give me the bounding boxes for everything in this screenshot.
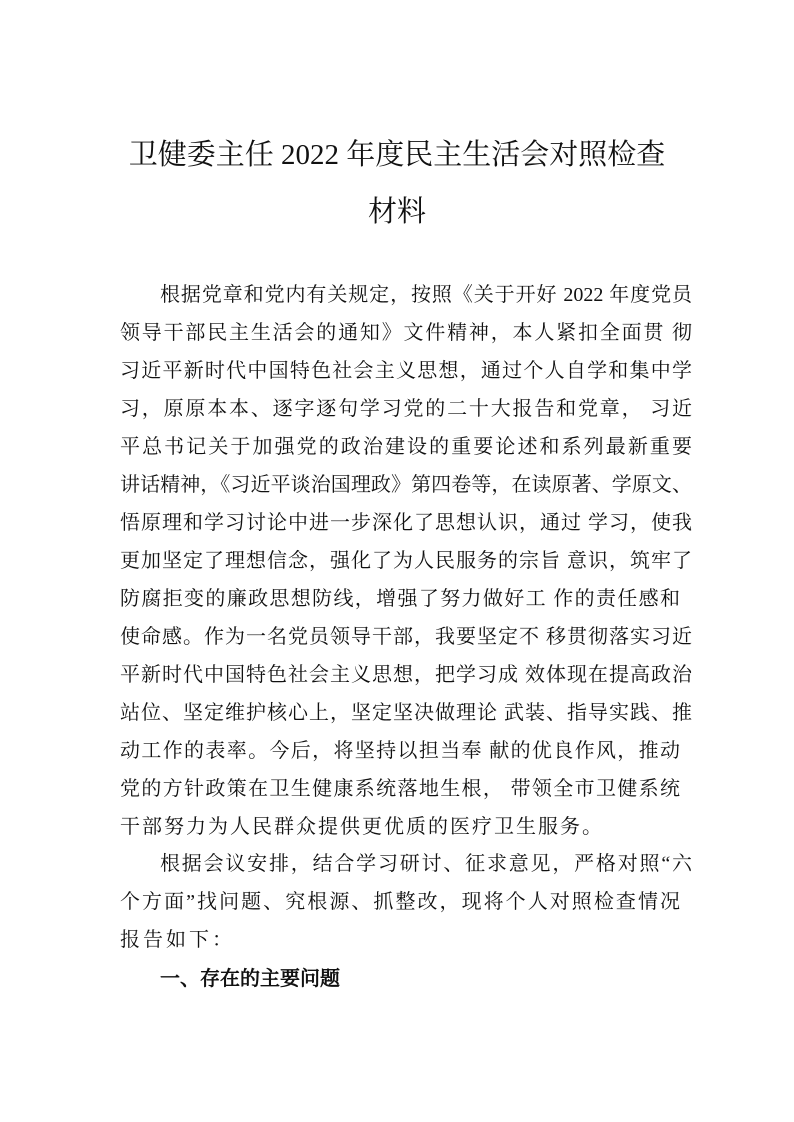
paragraph-line: 党的方针政策在卫生健康系统落地生根， 带领全市卫健系统 <box>120 778 680 800</box>
paragraph-line: 个方面”找问题、究根源、抓整改，现将个人对照检查情况 <box>120 891 680 913</box>
paragraph-line: 根据会议安排，结合学习研讨、征求意见，严格对照“六 <box>160 853 692 875</box>
paragraph-line: 根据党章和党内有关规定，按照《关于开好 2022 年度党员 <box>160 284 692 306</box>
document-title-line-1: 卫健委主任 2022 年度民主生活会对照检查 <box>128 139 666 171</box>
document-title-line-2: 材料 <box>367 196 426 228</box>
paragraph-line: 动工作的表率。今后，将坚持以担当奉 献的优良作风，推动 <box>120 740 680 762</box>
paragraph-line: 使命感。作为一名党员领导干部，我要坚定不 移贯彻落实习近 <box>120 626 692 648</box>
paragraph-line: 讲话精神，《习近平谈治国理政》第四卷等，在读原著、学原文、 <box>120 474 692 496</box>
paragraph-line: 干部努力为人民群众提供更优质的医疗卫生服务。 <box>120 816 602 838</box>
paragraph-line: 习，原原本本、逐字逐句学习党的二十大报告和党章， 习近 <box>120 398 692 420</box>
paragraph-line: 更加坚定了理想信念，强化了为人民服务的宗旨 意识，筑牢了 <box>120 550 692 572</box>
paragraph-line: 报告如下： <box>120 929 235 951</box>
paragraph-line: 习近平新时代中国特色社会主义思想，通过个人自学和集中学 <box>120 360 692 382</box>
paragraph-line: 平新时代中国特色社会主义思想，把学习成 效体现在提高政治 <box>120 664 692 686</box>
paragraph-line: 悟原理和学习讨论中进一步深化了思想认识，通过 学习，使我 <box>120 512 692 534</box>
paragraph-line: 领导干部民主生活会的通知》文件精神，本人紧扣全面贯 彻 <box>120 322 692 344</box>
paragraph-line: 平总书记关于加强党的政治建设的重要论述和系列最新重要 <box>120 436 692 458</box>
paragraph-line: 防腐拒变的廉政思想防线，增强了努力做好工 作的责任感和 <box>120 588 680 610</box>
paragraph-line: 站位、坚定维护核心上，坚定坚决做理论 武装、指导实践、推 <box>120 702 692 724</box>
section-heading: 一、存在的主要问题 <box>160 966 340 990</box>
